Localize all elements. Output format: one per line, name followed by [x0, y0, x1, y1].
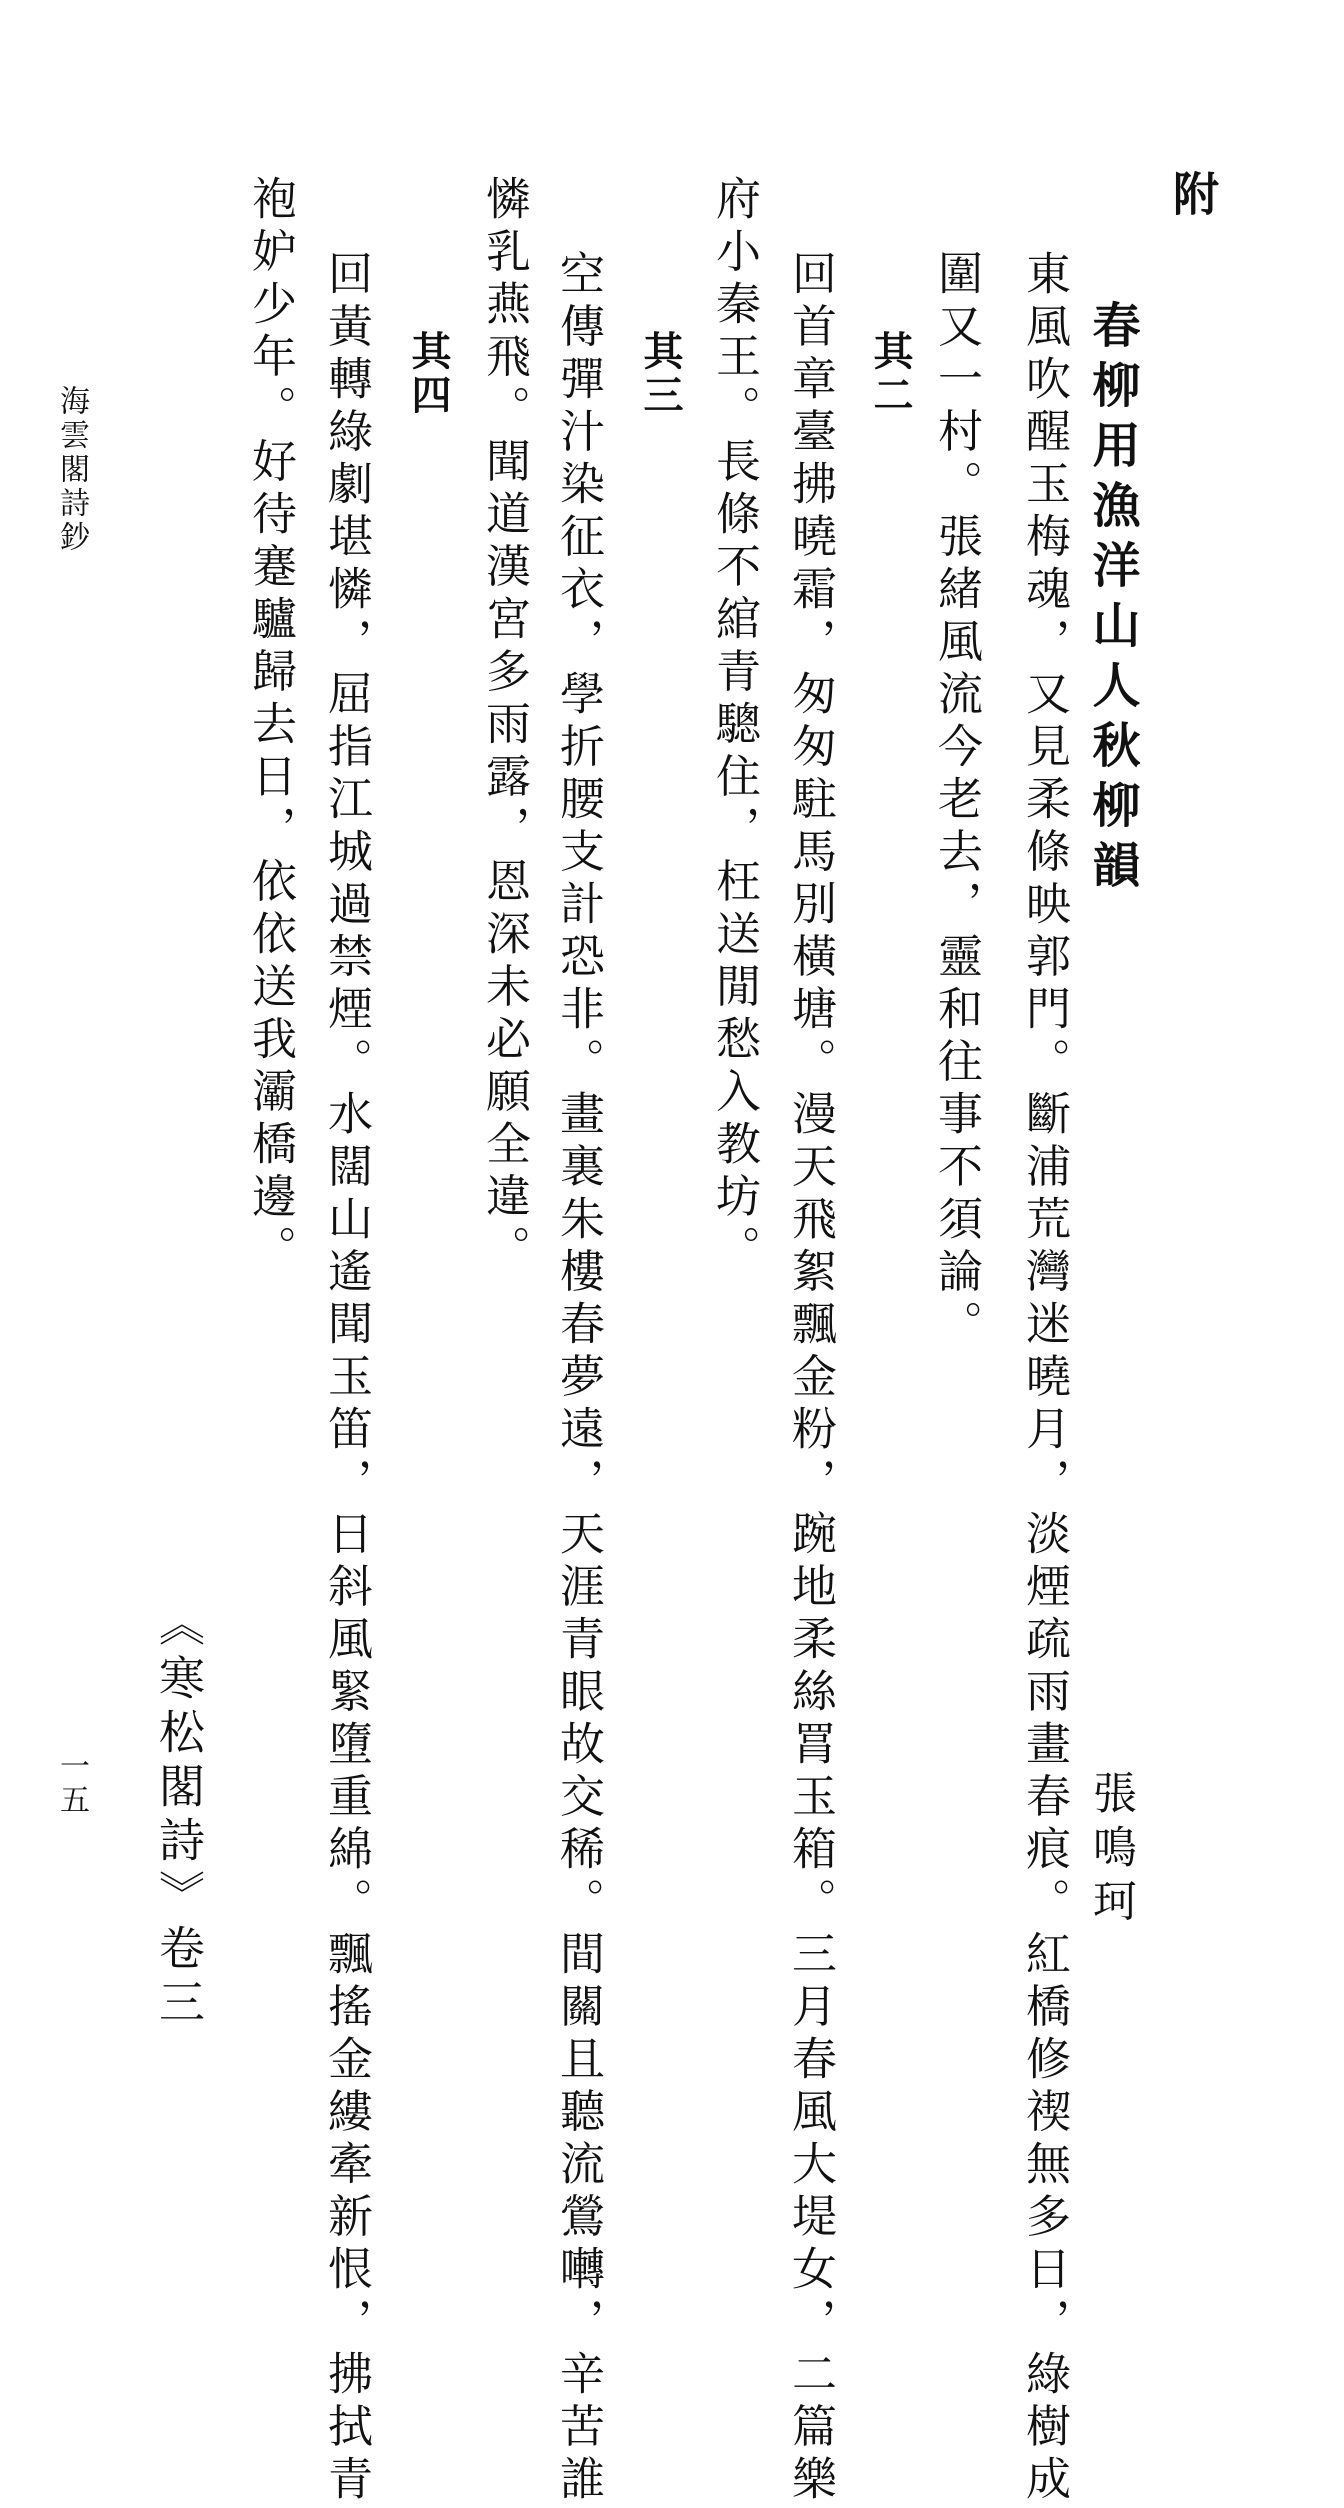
- poem-line: 回首章臺拂曉霜，匆匆駐馬別橫塘。漫天飛絮飄金粉，踠地柔絲罥玉箱。三月春風大堤女，二篇樂: [784, 250, 837, 2508]
- section-marker: 附: [1166, 170, 1220, 224]
- poem-line: 空傳彈汁染征衣，學折腰支計恐非。畫裏朱樓春夢遠，天涯青眼故交稀。間關且聽流鶯囀，辛苦誰: [552, 250, 605, 2508]
- poem-line: 袍妒少年。好待蹇驢歸去日，依依送我灞橋邊。: [244, 175, 297, 1278]
- poem-line: 回黃轉綠劇堪憐，屈指江城過禁煙。水闊山遙聞玉笛，日斜風緊墮重綿。飄搖金縷牽新恨，拂拭青: [320, 250, 373, 2508]
- footer-page-number: 一五: [54, 1750, 89, 1818]
- poem-subheading: 其三: [637, 330, 683, 418]
- poem-line: 東風吹醒玉梅魂，又見柔條映郭門。斷浦荒灣迷曉月，淡煙疏雨畫春痕。紅橋修禊無多日，綠樹成: [1018, 250, 1071, 2508]
- poem-author: 張鳴珂: [1085, 1770, 1136, 1932]
- poem-title: 春柳用漁洋山人秋柳韻: [1084, 300, 1140, 900]
- poem-line: 圍又一村。張緒風流今老去，靈和往事不須論。: [930, 250, 983, 1353]
- poem-line: 府小秦王。長條不綰青驄住，枉送閒愁入教坊。: [708, 175, 761, 1278]
- poem-subheading: 其二: [867, 330, 913, 418]
- footer-book-title: 海雲閣詩鈔: [54, 385, 89, 555]
- poem-line: 憐乳燕飛。聞道漢宮多雨露，恩深未必願全違。: [478, 175, 531, 1278]
- poem-subheading: 其四: [405, 330, 451, 418]
- source-note: 《寒松閣詩》卷三: [152, 1600, 206, 2032]
